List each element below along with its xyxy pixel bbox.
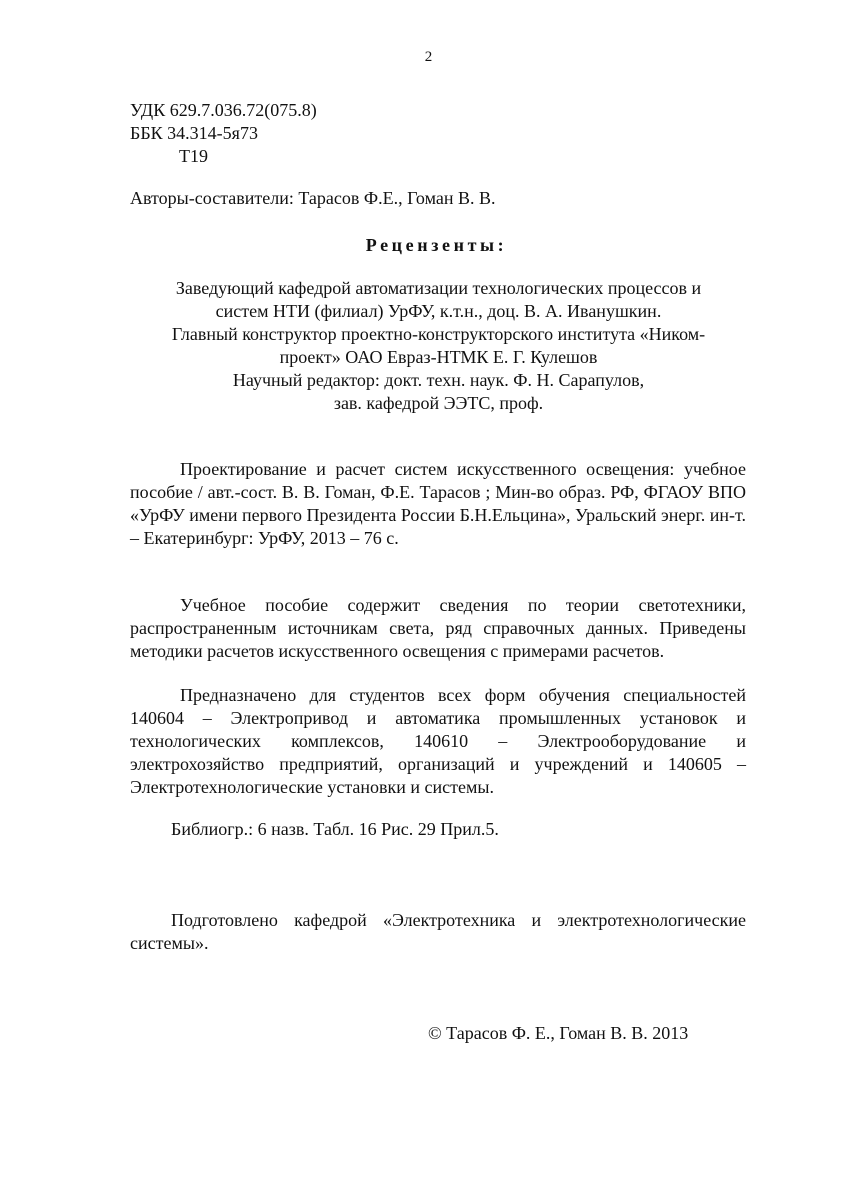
classification-block	[130, 99, 530, 168]
copyright-notice: © Тарасов Ф. Е., Гоман В. В. 2013	[428, 1023, 689, 1043]
reviewer-line: Главный конструктор проектно-конструкторского института «Ником-	[171, 324, 706, 344]
bibliography-summary: Библиогр.: 6 назв. Табл. 16 Рис. 29 Прил.5.	[171, 819, 499, 839]
annotation-paragraph: Учебное пособие содержит сведения по теории светотехники, распространенным источникам света, ряд справочных данных. Приведены методики расчетов искусственного освещения с примерами расчетов.	[130, 595, 746, 661]
author-mark: Т19	[179, 146, 208, 166]
page-number: 2	[424, 49, 433, 65]
reviewer-line: Научный редактор: докт. техн. наук. Ф. Н. Сарапулов,	[232, 370, 645, 390]
bibliographic-record: Проектирование и расчет систем искусственного освещения: учебное пособие / авт.-сост. В. В. Гоман, Ф.Е. Тарасов ; Мин-во образ. РФ, ФГАОУ ВПО «УрФУ имени первого Президента России Б.Н.Ельцина», Уральский энерг. ин-т. – Екатеринбург: УрФУ, 2013 – 76 с.	[130, 459, 746, 548]
bbk-code: ББК 34.314-5я73	[130, 123, 258, 143]
reviewer-line: зав. кафедрой ЭЭТС, проф.	[333, 393, 544, 413]
reviewer-line: проект» ОАО Евраз-НТМК Е. Г. Кулешов	[279, 347, 598, 367]
udk-code: УДК 629.7.036.72(075.8)	[130, 100, 317, 120]
reviewers-block	[120, 277, 757, 415]
reviewer-line: систем НТИ (филиал) УрФУ, к.т.н., доц. В. А. Иванушкин.	[215, 301, 662, 321]
reviewers-heading: Рецензенты:	[365, 235, 508, 255]
audience-paragraph: Предназначено для студентов всех форм обучения специальностей 140604 – Электропривод и автоматика промышленных установок и технологических комплексов, 140610 – Электрооборудование и электрохозяйство предприятий, организаций и учреждений и 140605 – Электротехнологические установки и системы.	[130, 685, 746, 797]
authors-line: Авторы-составители: Тарасов Ф.Е., Гоман В. В.	[130, 188, 496, 208]
prepared-by-note: Подготовлено кафедрой «Электротехника и электротехнологические системы».	[130, 910, 746, 953]
reviewer-line: Заведующий кафедрой автоматизации технологических процессов и	[175, 278, 702, 298]
